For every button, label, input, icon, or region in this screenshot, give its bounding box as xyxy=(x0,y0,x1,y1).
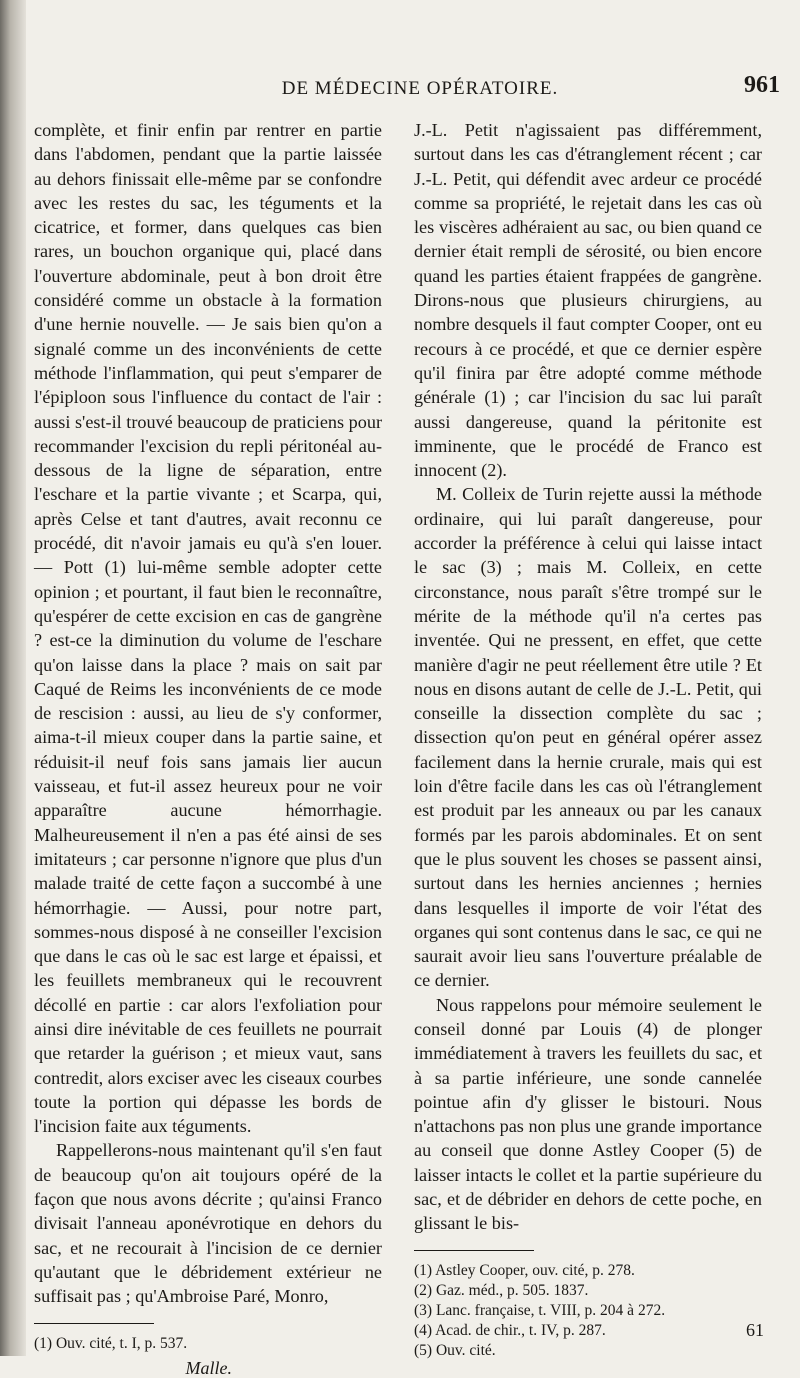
left-paragraph-1: complète, et finir enfin par rentrer en partie dans l'abdomen, pendant que la partie laissée au dehors finissait elle-même par se confondre avec les restes du sac, les téguments et la cicatrice, et former, dans quelques cas bien rares, un bouchon organique qui, placé dans l'ouverture abdominale, peut à bon droit être considéré comme un obstacle à la formation d'une hernie nouvelle. — Je sais bien qu'on a signalé comme un des inconvénients de cette méthode l'inflammation, qui peut s'emparer de l'épiploon sous l'influence du contact de l'air : aussi s'est-il trouvé beaucoup de praticiens pour recommander l'excision du repli péritonéal au-dessous de la ligne de séparation, entre l'eschare et la partie vivante ; et Scarpa, qui, après Celse et tant d'autres, avait reconnu ce procédé, dit n'avoir jamais eu qu'à s'en louer. — Pott (1) lui-même semble adopter cette opinion ; et pourtant, il faut bien le reconnaître, qu'espérer de cette excision en cas de gangrène ? est-ce la diminution du volume de l'eschare qu'on laisse dans la place ? mais on sait par Caqué de Reims les inconvénients de ce mode de rescision : aussi, au lieu de s'y conformer, aima-t-il mieux couper dans la partie saine, et réduisit-il neuf fois sans jamais lier aucun vaisseau, et fut-il assez heureux pour ne voir apparaître aucune hémorrhagie. Malheureusement il n'en a pas été ainsi de ses imitateurs ; car personne n'ignore que plus d'un malade traité de cette façon a succombé à une hémorrhagie. — Aussi, pour notre part, sommes-nous disposé à ne conseiller l'excision que dans le cas où le sac est large et épaissi, et les feuillets membraneux qui le recouvrent décollé en partie : car alors l'exfoliation pour ainsi dire inévitable de ces feuillets ne pourrait que retarder la guérison ; et mieux vaut, sans contredit, alors exciser avec les ciseaux courbes toute la portion qui dépasse les bords de l'incision faite aux téguments. xyxy=(34,120,382,1137)
footnote: (5) Ouv. cité. xyxy=(414,1341,496,1359)
page-number: 961 xyxy=(744,72,780,98)
footnote: (1) Ouv. cité, t. I, p. 537. xyxy=(34,1334,188,1352)
footnote: (4) Acad. de chir., t. IV, p. 287. xyxy=(414,1321,606,1339)
right-paragraph-3: Nous rappelons pour mémoire seulement le conseil donné par Louis (4) de plonger immédiatement à travers les feuillets du sac, et à sa partie inférieure, une sonde cannelée pointue afin d'y glisser le bistouri. Nous n'attachons pas non plus une grande importance au conseil que donne Astley Cooper (5) de laisser intacts le collet et la partie supérieure du sac, et de débrider en dehors de cette poche, en glissant le bis- xyxy=(414,994,762,1234)
catchword: Malle. xyxy=(185,1357,232,1378)
running-head: DE MÉDECINE OPÉRATOIRE. xyxy=(281,78,559,99)
footnote: (1) Astley Cooper, ouv. cité, p. 278. xyxy=(414,1261,635,1279)
footnote-rule xyxy=(34,1323,154,1324)
book-binding-shadow xyxy=(0,0,26,1356)
left-paragraph-2: Rappellerons-nous maintenant qu'il s'en faut de beaucoup qu'on ait toujours opéré de la façon que nous avons décrite ; qu'ainsi Franco divisait l'anneau aponévrotique en dehors du sac, et ne recourait à l'incision de ce dernier qu'autant que le débridement extérieur ne suffisait pas ; qu'Ambroise Paré, Monro, xyxy=(34,1140,382,1307)
left-column xyxy=(34,118,382,1378)
footnote-rule xyxy=(414,1250,534,1251)
right-footnotes xyxy=(414,1261,762,1361)
right-paragraph-1: J.-L. Petit n'agissaient pas différemment, surtout dans les cas d'étranglement récent ; car J.-L. Petit, qui défendit avec ardeur ce procédé comme sa propriété, le rejetait dans les cas où les viscères adhéraient au sac, ou bien quand ce dernier était rempli de sérosité, ou bien encore quand les parties étaient frappées de gangrène. Dirons-nous que plusieurs chirurgiens, au nombre desquels il faut compter Cooper, ont eu recours à ce procédé, et que ce dernier espère qu'il finira par être adopté comme méthode générale (1) ; car l'incision du sac lui paraît aussi dangereuse, quand la péritonite est imminente, que le procédé de Franco est innocent (2). xyxy=(414,120,762,481)
signature-mark: 61 xyxy=(746,1320,764,1340)
right-paragraph-2: M. Colleix de Turin rejette aussi la méthode ordinaire, qui lui paraît dangereuse, pour accorder la préférence à celui qui laisse intact le sac (3) ; mais M. Colleix, en cette circonstance, nous paraît s'être trompé sur le mérite de la méthode qu'il n'a certes pas inventée. Qui ne pressent, en effet, que cette manière d'agir ne peut réellement être utile ? Et nous en disons autant de celle de J.-L. Petit, qui conseille la dissection complète du sac ; dissection qu'on peut en général opérer assez facilement dans la hernie crurale, mais qui est loin d'être facile dans les cas où l'étranglement est produit par les anneaux ou par les canaux formés par les parois abdominales. Et on sent que le plus souvent les choses se passent ainsi, surtout dans les hernies anciennes ; hernies dans lesquelles il importe de voir l'état des organes qui sont contenus dans le sac, ce qui ne saurait avoir lieu sans l'ouverture préalable de ce dernier. xyxy=(414,484,762,991)
footnote: (2) Gaz. méd., p. 505. 1837. xyxy=(414,1281,589,1299)
footnote: (3) Lanc. française, t. VIII, p. 204 à 272. xyxy=(414,1301,666,1319)
page-header xyxy=(60,72,780,108)
right-column xyxy=(414,118,762,1361)
